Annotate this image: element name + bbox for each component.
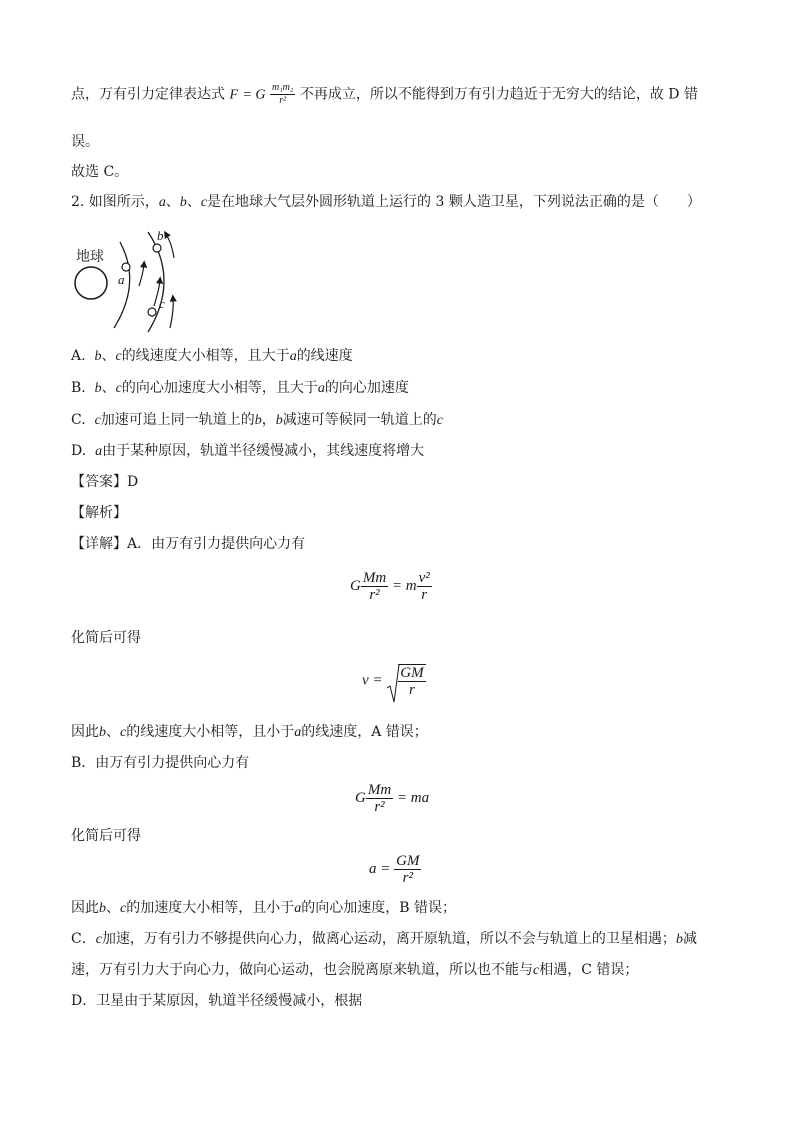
analysis-heading: 【解析】: [71, 505, 127, 521]
text: 的线速度，A 错误；: [301, 724, 428, 740]
therefore-line-2: [71, 898, 456, 919]
option-text: 由于某种原因，轨道半径缓慢减小，其线速度将增大: [102, 443, 425, 459]
sep: 、: [101, 380, 116, 396]
option-text: 的向心加速度: [324, 380, 409, 396]
velocity-arrow-c: [170, 298, 173, 328]
formula-den: r²: [279, 95, 287, 106]
text: 减: [682, 931, 697, 947]
orbit-figure: [70, 228, 210, 338]
velocity-arrow-b: [166, 234, 174, 258]
label-c: c: [159, 296, 165, 311]
text: 因此: [71, 724, 99, 740]
var-c: c: [115, 349, 122, 364]
sep: 、: [165, 194, 180, 210]
therefore-line-1: [71, 722, 428, 743]
var-c: c: [200, 195, 208, 210]
var-a: a: [317, 381, 325, 396]
formula-eq: = G: [242, 87, 266, 103]
option-d: [71, 441, 424, 462]
eq-rhs: = m: [391, 577, 417, 594]
eq-num: Mm: [362, 570, 387, 586]
earth-label: 地球: [76, 249, 104, 265]
eq-den: r²: [402, 870, 413, 886]
equation-2: [362, 664, 426, 698]
equation-4: [369, 853, 421, 886]
eq-lhs: a =: [369, 860, 391, 877]
text: 的线速度大小相等，且小于: [126, 724, 295, 740]
option-label: B.: [71, 380, 86, 396]
formula-num: m₁m₂: [271, 82, 294, 93]
text: 加速，万有引力不够提供向心力，做离心运动，离开原轨道，所以不会与轨道上的卫星相遇；: [101, 931, 676, 947]
satellite-c: [148, 308, 156, 316]
formula-fraction: [270, 82, 295, 107]
option-label: C.: [71, 412, 86, 428]
eq-den: r²: [369, 587, 380, 603]
eq-G: G: [355, 789, 366, 806]
option-label: D.: [71, 443, 87, 459]
d-explanation-line: D．卫星由于某原因，轨道半径缓慢减小，根据: [71, 993, 363, 1009]
c-explanation-line-1: [71, 929, 697, 950]
satellite-b: [153, 244, 161, 252]
var-b: b: [275, 413, 283, 428]
var-a: a: [158, 195, 166, 210]
b-heading-line: B．由万有引力提供向心力有: [71, 755, 250, 771]
sep: 、: [186, 194, 201, 210]
eq-fraction: [366, 782, 393, 815]
line1-start: 点，万有引力定律表达式: [71, 86, 225, 103]
eq-rhs: = ma: [396, 789, 430, 806]
text: 因此: [71, 900, 99, 916]
equation-3: [355, 782, 429, 815]
eq-num: v²: [418, 570, 430, 586]
var-b: b: [94, 381, 102, 396]
sep: 、: [106, 724, 120, 740]
text: C．: [71, 931, 96, 947]
var-b: b: [179, 195, 187, 210]
var-c: c: [94, 413, 101, 428]
var-c: c: [120, 725, 127, 740]
var-a: a: [294, 901, 302, 916]
eq-fraction: [398, 665, 425, 698]
eq-den: r: [421, 587, 428, 603]
var-c: c: [120, 901, 127, 916]
text: 的向心加速度，B 错误；: [301, 900, 456, 916]
text: 的加速度大小相等，且小于: [126, 900, 295, 916]
option-text: 的向心加速度大小相等，且大于: [121, 380, 318, 396]
question-text: 是在地球大气层外圆形轨道上运行的 3 颗人造卫星，下列说法正确的是（ ）: [207, 194, 701, 210]
equation-1: [350, 570, 432, 603]
text: 相遇，C 错误；: [539, 962, 639, 978]
option-text: 减速可等候同一轨道上的: [282, 412, 437, 428]
var-b: b: [254, 413, 262, 428]
eq-lhs: v =: [362, 672, 383, 689]
option-b: [71, 378, 409, 399]
answer-line: 【答案】D: [71, 474, 139, 490]
line1-end: 不再成立，所以不能得到万有引力趋近于无穷大的结论，故 D 错: [299, 86, 698, 103]
var-b: b: [99, 725, 106, 740]
var-a: a: [294, 725, 302, 740]
eq-num: Mm: [367, 782, 392, 798]
var-b: b: [94, 349, 102, 364]
eq-num: GM: [396, 853, 420, 869]
option-text: 的线速度: [296, 348, 353, 364]
eq-den: r²: [374, 799, 385, 815]
var-c: c: [533, 963, 540, 978]
eq-num: GM: [400, 665, 424, 681]
text: 速，万有引力大于向心力，做向心运动，也会脱离原来轨道，所以也不能与: [71, 962, 533, 978]
label-a: a: [118, 272, 125, 287]
text-line-1: [71, 82, 698, 107]
option-a: [71, 346, 353, 367]
var-a: a: [289, 349, 297, 364]
sqrt: [386, 664, 425, 698]
var-a: a: [95, 444, 103, 459]
var-b: b: [99, 901, 106, 916]
velocity-arrow-a: [139, 264, 144, 286]
detail-line: 【详解】A．由万有引力提供向心力有: [71, 536, 306, 552]
option-c: [71, 410, 443, 431]
c-explanation-line-2: [71, 960, 638, 981]
sep: 、: [106, 900, 120, 916]
text-line-2: 误。: [71, 134, 99, 150]
simplify-line-2: 化简后可得: [71, 828, 141, 844]
eq-G: G: [350, 577, 361, 594]
question-2: [71, 192, 701, 213]
option-label: A.: [71, 348, 86, 364]
var-c: c: [436, 413, 444, 428]
eq-fraction: [394, 853, 421, 886]
option-text: 的线速度大小相等，且大于: [121, 348, 290, 364]
question-number: 2. 如图所示，: [71, 194, 159, 210]
simplify-line-1: 化简后可得: [71, 630, 141, 646]
eq-den: r: [409, 682, 415, 698]
formula-F: F: [229, 87, 239, 103]
earth-circle: [75, 267, 107, 299]
eq-fraction: [417, 570, 432, 603]
var-b: b: [675, 932, 683, 947]
label-b: b: [157, 228, 164, 243]
text-line-3: 故选 C。: [71, 164, 129, 180]
satellite-a: [122, 263, 130, 271]
var-c: c: [95, 932, 102, 947]
var-c: c: [115, 381, 122, 396]
option-text: 加速可追上同一轨道上的: [100, 412, 255, 428]
sep: 、: [101, 348, 116, 364]
option-text: ，: [261, 412, 276, 428]
eq-fraction: [361, 570, 388, 603]
